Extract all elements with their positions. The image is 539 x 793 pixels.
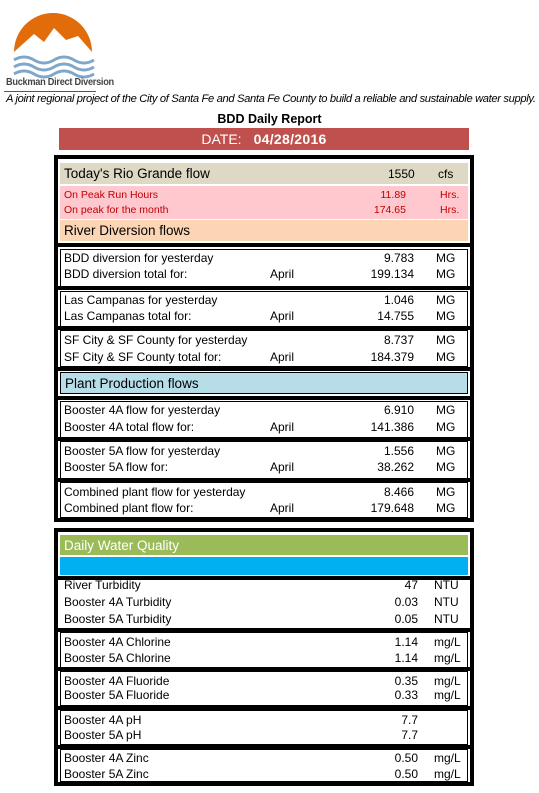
- row-month: April: [270, 350, 295, 364]
- table-row: [64, 460, 466, 475]
- row-month: April: [270, 420, 295, 434]
- row-label: Booster 4A pH: [64, 713, 142, 727]
- section-separator: [58, 367, 470, 371]
- table-row: [64, 267, 466, 282]
- row-unit: MG: [436, 350, 456, 364]
- peak-row: [64, 188, 464, 203]
- row-value: 0.50: [394, 767, 418, 781]
- row-unit: mg/L: [434, 767, 461, 781]
- row-label: Booster 5A pH: [64, 728, 142, 742]
- peak-row-label: On Peak Run Hours: [64, 189, 158, 201]
- row-label: Booster 5A Turbidity: [64, 612, 172, 626]
- row-value: 47: [404, 578, 418, 592]
- row-value: 38.262: [377, 460, 414, 474]
- peak-row-unit: Hrs.: [440, 189, 460, 201]
- report-title: BDD Daily Report: [217, 112, 322, 126]
- table-row: [64, 444, 466, 459]
- row-label: Booster 5A flow for yesterday: [64, 444, 221, 458]
- peak-row-value: 11.89: [380, 189, 406, 201]
- date-value: 04/28/2016: [253, 131, 327, 147]
- plant-production-band: [60, 372, 468, 394]
- logo-text: Buckman Direct Diversion: [6, 77, 114, 88]
- table-row: [64, 403, 466, 418]
- row-month: April: [270, 309, 295, 323]
- water-quality-title: Daily Water Quality: [64, 537, 180, 553]
- table-row: [64, 688, 466, 703]
- table-row: [64, 501, 466, 516]
- table-row: [64, 595, 466, 610]
- row-label: BDD diversion total for:: [64, 267, 188, 281]
- water-quality-band: [60, 535, 468, 555]
- row-label: Booster 4A Turbidity: [64, 595, 172, 609]
- row-value: 1.14: [394, 635, 418, 649]
- row-value: 7.7: [401, 728, 418, 742]
- row-unit: NTU: [434, 612, 459, 626]
- row-label: BDD diversion for yesterday: [64, 251, 214, 265]
- table-row: [64, 578, 466, 593]
- table-row: [64, 674, 466, 689]
- table-row: [64, 420, 466, 435]
- row-unit: MG: [436, 444, 456, 458]
- row-value: 9.783: [383, 251, 414, 265]
- row-value: 7.7: [401, 713, 418, 727]
- river-diversion-band: [60, 220, 468, 241]
- table-row: [64, 635, 466, 650]
- date-label: DATE:: [201, 131, 242, 147]
- peak-hours-band: [60, 186, 468, 219]
- row-unit: mg/L: [434, 751, 461, 765]
- table-row: [64, 612, 466, 627]
- rio-grande-title: Today's Rio Grande flow: [64, 166, 210, 181]
- row-label: Booster 4A Fluoride: [64, 674, 170, 688]
- table-row: [64, 767, 466, 782]
- peak-row-unit: Hrs.: [440, 204, 460, 216]
- row-unit: mg/L: [434, 674, 461, 688]
- row-unit: MG: [436, 309, 456, 323]
- row-month: April: [270, 460, 295, 474]
- row-label: Booster 5A flow for:: [64, 460, 169, 474]
- row-label: Combined plant flow for yesterday: [64, 485, 246, 499]
- row-unit: MG: [436, 333, 456, 347]
- flows-panel: [54, 155, 474, 522]
- row-unit: MG: [436, 501, 456, 515]
- row-value: 179.648: [370, 501, 414, 515]
- row-unit: MG: [436, 293, 456, 307]
- row-unit: MG: [436, 460, 456, 474]
- row-unit: MG: [436, 251, 456, 265]
- row-label: SF City & SF County for yesterday: [64, 333, 248, 347]
- row-label: SF City & SF County total for:: [64, 350, 222, 364]
- row-value: 141.386: [370, 420, 414, 434]
- row-unit: MG: [436, 485, 456, 499]
- table-row: [64, 485, 466, 500]
- table-row: [64, 333, 466, 348]
- row-unit: MG: [436, 267, 456, 281]
- peak-row: [64, 203, 464, 218]
- row-value: 8.737: [383, 333, 414, 347]
- row-value: 1.556: [383, 444, 414, 458]
- row-label: Booster 4A total flow for:: [64, 420, 195, 434]
- row-label: Booster 4A flow for yesterday: [64, 403, 221, 417]
- row-value: 6.910: [383, 403, 414, 417]
- row-label: Combined plant flow for:: [64, 501, 194, 515]
- table-row: [64, 350, 466, 365]
- river-diversion-title: River Diversion flows: [64, 223, 191, 238]
- row-month: April: [270, 267, 295, 281]
- water-quality-panel: [54, 528, 474, 786]
- row-value: 0.33: [394, 688, 418, 702]
- table-row: [64, 309, 466, 324]
- row-unit: mg/L: [434, 688, 461, 702]
- row-value: 0.03: [394, 595, 418, 609]
- row-value: 0.05: [394, 612, 418, 626]
- rio-grande-value: 1550: [388, 166, 415, 181]
- section-separator: [58, 396, 470, 400]
- section-separator: [58, 286, 470, 290]
- row-label: Las Campanas for yesterday: [64, 293, 218, 307]
- rio-grande-band: [60, 163, 468, 184]
- row-value: 1.046: [383, 293, 414, 307]
- row-label: Booster 4A Chlorine: [64, 635, 171, 649]
- peak-row-label: On peak for the month: [64, 204, 169, 216]
- section-separator: [58, 243, 470, 247]
- row-unit: MG: [436, 420, 456, 434]
- row-value: 0.50: [394, 751, 418, 765]
- row-month: April: [270, 501, 295, 515]
- row-label: Booster 5A Fluoride: [64, 688, 170, 702]
- table-row: [64, 651, 466, 666]
- row-label: Booster 5A Zinc: [64, 767, 149, 781]
- table-row: [64, 713, 466, 728]
- plant-production-title: Plant Production flows: [65, 375, 199, 391]
- row-unit: mg/L: [434, 635, 461, 649]
- table-row: [64, 728, 466, 743]
- row-unit: MG: [436, 403, 456, 417]
- row-unit: mg/L: [434, 651, 461, 665]
- table-row: [64, 251, 466, 266]
- table-row: [64, 751, 466, 766]
- row-value: 1.14: [394, 651, 418, 665]
- table-row: [64, 293, 466, 308]
- row-value: 199.134: [370, 267, 414, 281]
- row-value: 0.35: [394, 674, 418, 688]
- row-label: Las Campanas total for:: [64, 309, 192, 323]
- blue-band: [60, 557, 468, 575]
- row-unit: NTU: [434, 595, 459, 609]
- row-value: 184.379: [370, 350, 414, 364]
- tagline: A joint regional project of the City of Santa Fe and Santa Fe County to build a reliable and sustainable water supply.: [6, 93, 536, 105]
- peak-row-value: 174.65: [373, 204, 406, 216]
- logo-underline: [4, 91, 96, 92]
- row-value: 8.466: [383, 485, 414, 499]
- row-label: Booster 4A Zinc: [64, 751, 149, 765]
- row-label: River Turbidity: [64, 578, 141, 592]
- row-value: 14.755: [377, 309, 414, 323]
- date-bar: [59, 128, 469, 150]
- rio-grande-unit: cfs: [438, 166, 454, 181]
- row-label: Booster 5A Chlorine: [64, 651, 171, 665]
- row-unit: NTU: [434, 578, 459, 592]
